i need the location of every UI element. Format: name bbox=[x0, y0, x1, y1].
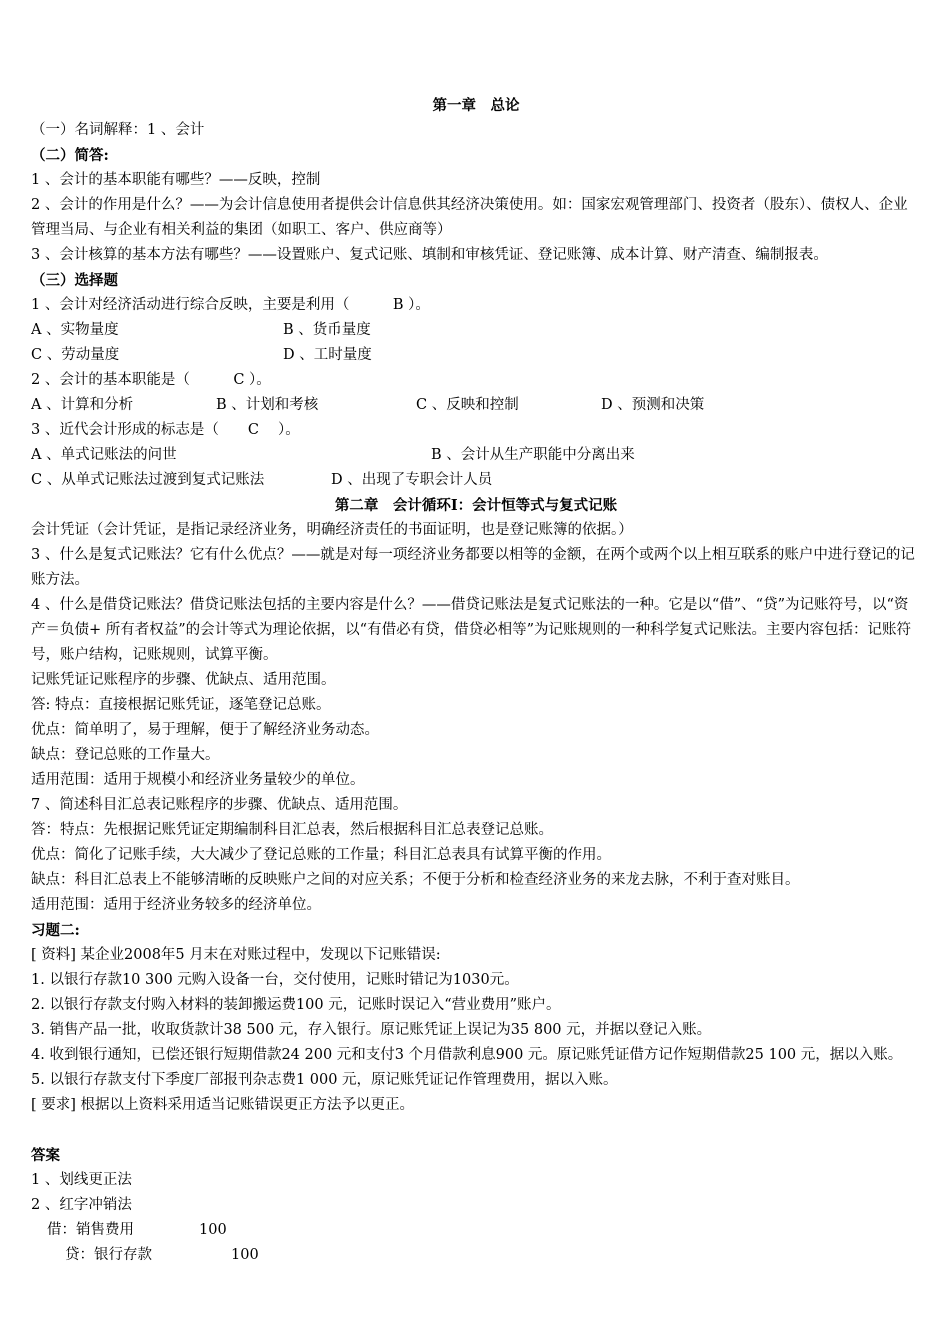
mc-option: B 、货币量度 bbox=[283, 322, 371, 338]
exercise-data: [ 资料] 某企业2008年5 月末在对账过程中，发现以下记账错误: bbox=[31, 947, 441, 963]
section-terms: （一）名词解释：1 、会计 bbox=[31, 122, 205, 138]
question-2: 2 、会计的作用是什么？——为会计信息使用者提供会计信息供其经济决策使用。如：国家宏观管理部门、投资者（股东）、债权人、企业管理当局、与企业有相关利益的集团（如职工、客户、供应商等） bbox=[31, 197, 908, 238]
mc-options-row bbox=[31, 343, 921, 368]
chapter-2-title: 第二章 会计循环Ⅰ：会计恒等式与复式记账 bbox=[334, 497, 618, 514]
mc-question-3: 3 、近代会计形成的标志是（ C ）。 bbox=[31, 422, 300, 438]
section-multiple-choice: （三）选择题 bbox=[31, 272, 118, 289]
paragraph: 优点：简化了记账手续，大大减少了登记总账的工作量；科目汇总表具有试算平衡的作用。 bbox=[31, 847, 611, 863]
paragraph: 4 、什么是借贷记账法？借贷记账法包括的主要内容是什么？——借贷记账法是复式记账法的一种。它是以“借”、“贷”为记账符号，以“资产＝负债+ 所有者权益”的会计等式为理论依据，以“有借必有贷，借贷必相等”为记账规则的一种科学复式记账法。主要内容包括：记账符号，账户结构，记账规则，试算平衡。 bbox=[31, 597, 911, 663]
mc-option: A 、实物量度 bbox=[31, 322, 119, 338]
mc-options-row bbox=[31, 468, 921, 493]
mc-option: A 、单式记账法的问世 bbox=[31, 447, 177, 463]
mc-options-row bbox=[31, 443, 921, 468]
debit-account: 借：销售费用 bbox=[47, 1222, 134, 1238]
mc-option: D 、预测和决策 bbox=[601, 397, 705, 413]
exercise-item: 4. 收到银行通知，已偿还银行短期借款24 200 元和支付3 个月借款利息900 元。原记账凭证借方记作短期借款25 100 元，据以入账。 bbox=[31, 1047, 903, 1063]
paragraph: 答: 特点：直接根据记账凭证，逐笔登记总账。 bbox=[31, 697, 331, 713]
mc-question-2: 2 、会计的基本职能是（ C ）。 bbox=[31, 372, 271, 388]
document-page bbox=[31, 93, 921, 1268]
chapter-1-title: 第一章 总论 bbox=[432, 97, 520, 114]
debit-amount: 100 bbox=[199, 1222, 227, 1238]
journal-credit-row bbox=[31, 1243, 921, 1268]
paragraph: 3 、什么是复式记账法？它有什么优点？——就是对每一项经济业务都要以相等的金额，在两个或两个以上相互联系的账户中进行登记的记账方法。 bbox=[31, 547, 915, 588]
exercise-requirement: [ 要求] 根据以上资料采用适当记账错误更正方法予以更正。 bbox=[31, 1097, 415, 1113]
exercise-item: 5. 以银行存款支付下季度厂部报刊杂志费1 000 元，原记账凭证记作管理费用，据以入账。 bbox=[31, 1072, 618, 1088]
paragraph: 记账凭证记账程序的步骤、优缺点、适用范围。 bbox=[31, 672, 336, 688]
mc-question-1: 1 、会计对经济活动进行综合反映，主要是利用（ B ）。 bbox=[31, 297, 430, 313]
exercise-item: 3. 销售产品一批，收取货款计38 500 元，存入银行。原记账凭证上误记为35 800 元，并据以登记入账。 bbox=[31, 1022, 712, 1038]
paragraph: 缺点：科目汇总表上不能够清晰的反映账户之间的对应关系；不便于分析和检查经济业务的来龙去脉，不利于查对账目。 bbox=[31, 872, 800, 888]
paragraph: 答：特点：先根据记账凭证定期编制科目汇总表，然后根据科目汇总表登记总账。 bbox=[31, 822, 553, 838]
section-short-answer: （二）简答: bbox=[31, 147, 109, 164]
mc-options-row bbox=[31, 318, 921, 343]
exercise-title: 习题二: bbox=[31, 922, 80, 939]
paragraph: 适用范围：适用于规模小和经济业务量较少的单位。 bbox=[31, 772, 365, 788]
question-1: 1 、会计的基本职能有哪些？——反映，控制 bbox=[31, 172, 321, 188]
mc-option: A 、计算和分析 bbox=[31, 397, 134, 413]
mc-option: C 、劳动量度 bbox=[31, 347, 120, 363]
mc-option: C 、反映和控制 bbox=[416, 397, 519, 413]
credit-amount: 100 bbox=[231, 1247, 259, 1263]
paragraph: 优点：简单明了，易于理解，便于了解经济业务动态。 bbox=[31, 722, 379, 738]
credit-account: 贷：银行存款 bbox=[65, 1247, 152, 1263]
mc-option: C 、从单式记账法过渡到复式记账法 bbox=[31, 472, 265, 488]
journal-debit-row bbox=[31, 1218, 921, 1243]
blank-line bbox=[31, 1118, 921, 1143]
paragraph: 会计凭证（会计凭证，是指记录经济业务，明确经济责任的书面证明，也是登记账簿的依据。） bbox=[31, 522, 633, 538]
mc-option: D 、工时量度 bbox=[283, 347, 372, 363]
paragraph: 适用范围：适用于经济业务较多的经济单位。 bbox=[31, 897, 321, 913]
exercise-item: 1. 以银行存款10 300 元购入设备一台，交付使用，记账时错记为1030元。 bbox=[31, 972, 519, 988]
answer-title: 答案 bbox=[31, 1147, 60, 1164]
answer-item: 1 、划线更正法 bbox=[31, 1172, 132, 1188]
exercise-item: 2. 以银行存款支付购入材料的装卸搬运费100 元，记账时误记入“营业费用”账户。 bbox=[31, 997, 561, 1013]
paragraph: 7 、简述科目汇总表记账程序的步骤、优缺点、适用范围。 bbox=[31, 797, 408, 813]
mc-options-row bbox=[31, 393, 921, 418]
answer-item: 2 、红字冲销法 bbox=[31, 1197, 132, 1213]
paragraph: 缺点：登记总账的工作量大。 bbox=[31, 747, 220, 763]
question-3: 3 、会计核算的基本方法有哪些？——设置账户、复式记账、填制和审核凭证、登记账簿、成本计算、财产清查、编制报表。 bbox=[31, 247, 828, 263]
mc-option: D 、出现了专职会计人员 bbox=[331, 472, 493, 488]
mc-option: B 、计划和考核 bbox=[216, 397, 319, 413]
mc-option: B 、会计从生产职能中分离出来 bbox=[431, 447, 635, 463]
